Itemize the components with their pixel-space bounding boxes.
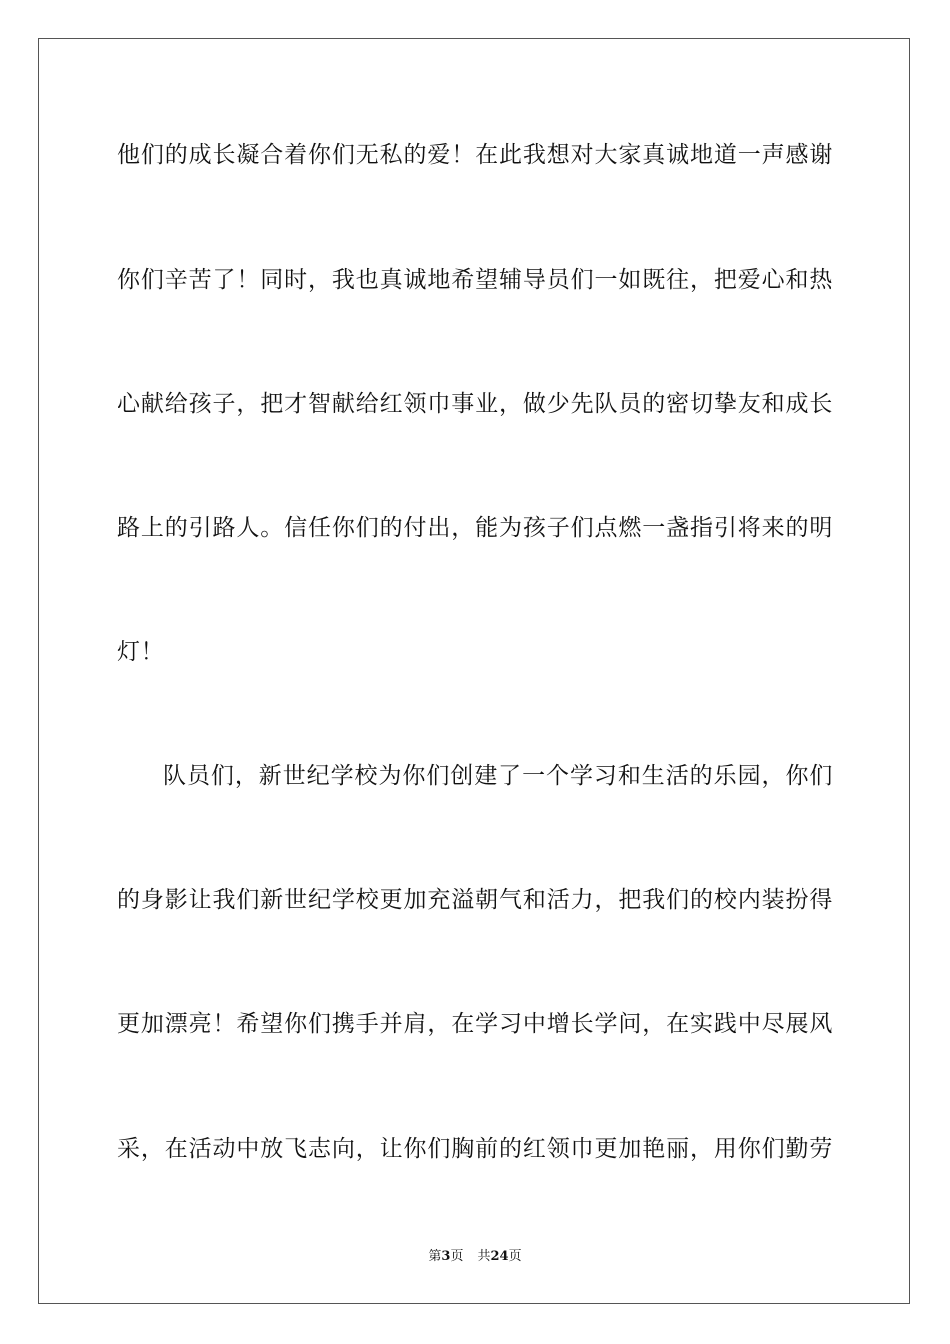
body-text-line-5: 灯！ [117,639,165,665]
body-text-line-2: 你们辛苦了！同时，我也真诚地希望辅导员们一如既往，把爱心和热 [117,267,833,293]
footer-page-prefix: 第 [428,1249,442,1264]
footer-total-pages: 24 [490,1249,509,1264]
footer-total-prefix: 共 [477,1249,491,1264]
footer-total-suffix: 页 [508,1249,522,1264]
body-text-line-1: 他们的成长凝合着你们无私的爱！在此我想对大家真诚地道一声感谢 [117,142,833,168]
page-footer [0,1248,950,1266]
body-text-line-6: 队员们，新世纪学校为你们创建了一个学习和生活的乐园，你们 [163,763,833,789]
footer-page-suffix: 页 [450,1249,464,1264]
body-text-line-3: 心献给孩子，把才智献给红领巾事业，做少先队员的密切挚友和成长 [117,391,833,417]
body-text-line-8: 更加漂亮！希望你们携手并肩，在学习中增长学问，在实践中尽展风 [117,1011,833,1037]
page-border [38,38,910,1304]
body-text-line-4: 路上的引路人。信任你们的付出，能为孩子们点燃一盏指引将来的明 [117,515,833,541]
footer-page-number: 3 [441,1249,451,1264]
body-text-line-9: 采，在活动中放飞志向，让你们胸前的红领巾更加艳丽，用你们勤劳 [117,1136,833,1162]
body-text-line-7: 的身影让我们新世纪学校更加充溢朝气和活力，把我们的校内装扮得 [117,887,833,913]
